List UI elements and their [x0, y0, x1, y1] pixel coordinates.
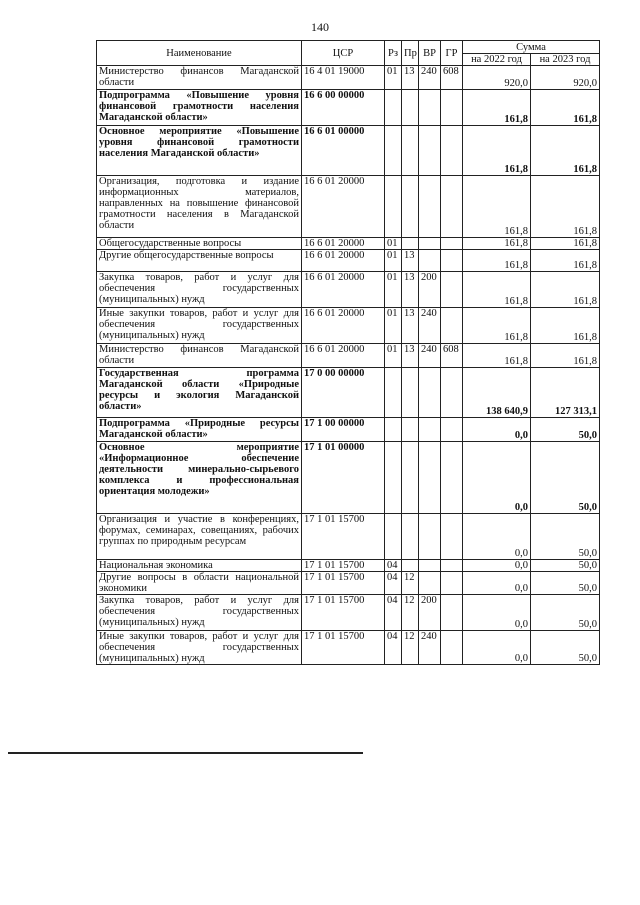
cell-y2022: 138 640,9 — [463, 368, 531, 418]
cell-gr — [441, 176, 463, 238]
table-row — [97, 272, 600, 308]
cell-csr: 17 1 01 15700 — [302, 595, 385, 631]
cell-gr — [441, 442, 463, 514]
cell-rz — [385, 126, 402, 176]
cell-pr — [402, 126, 419, 176]
cell-y2023: 127 313,1 — [531, 368, 600, 418]
cell-y2022: 0,0 — [463, 514, 531, 560]
cell-name: Общегосударственные вопросы — [97, 238, 302, 250]
cell-gr — [441, 250, 463, 272]
table-row — [97, 308, 600, 344]
cell-name: Другие вопросы в области национальной экономики — [97, 572, 302, 595]
cell-y2022: 0,0 — [463, 631, 531, 665]
table-row — [97, 595, 600, 631]
cell-rz: 01 — [385, 344, 402, 368]
page-number: 140 — [311, 20, 329, 34]
cell-name: Национальная экономика — [97, 560, 302, 572]
cell-name: Иные закупки товаров, работ и услуг для обеспечения государственных (муниципальных) нужд — [97, 631, 302, 665]
cell-name: Закупка товаров, работ и услуг для обеспечения государственных (муниципальных) нужд — [97, 595, 302, 631]
cell-name: Организация, подготовка и издание информационных материалов, направленных на повышение финансовой грамотности населения в Магаданской области — [97, 176, 302, 238]
cell-vr — [419, 176, 441, 238]
cell-gr — [441, 418, 463, 442]
cell-rz: 04 — [385, 560, 402, 572]
cell-y2023: 50,0 — [531, 442, 600, 514]
header-2023: на 2023 год — [531, 54, 600, 66]
cell-csr: 17 1 01 15700 — [302, 572, 385, 595]
cell-y2022: 0,0 — [463, 595, 531, 631]
cell-vr: 240 — [419, 308, 441, 344]
cell-pr — [402, 90, 419, 126]
header-rz: Рз — [385, 41, 402, 66]
table-row — [97, 631, 600, 665]
cell-y2023: 50,0 — [531, 514, 600, 560]
cell-csr: 16 6 01 20000 — [302, 238, 385, 250]
cell-csr: 16 6 01 20000 — [302, 272, 385, 308]
table-body — [97, 66, 600, 665]
cell-csr: 17 1 01 00000 — [302, 442, 385, 514]
cell-y2023: 161,8 — [531, 250, 600, 272]
cell-pr — [402, 238, 419, 250]
cell-vr — [419, 572, 441, 595]
cell-y2022: 161,8 — [463, 250, 531, 272]
header-sum: Сумма — [463, 41, 600, 54]
cell-vr: 240 — [419, 344, 441, 368]
cell-name: Министерство финансов Магаданской области — [97, 66, 302, 90]
cell-y2023: 920,0 — [531, 66, 600, 90]
table-row — [97, 90, 600, 126]
cell-vr: 200 — [419, 272, 441, 308]
cell-y2022: 161,8 — [463, 272, 531, 308]
table-row — [97, 176, 600, 238]
cell-rz: 01 — [385, 272, 402, 308]
cell-vr — [419, 442, 441, 514]
cell-pr — [402, 176, 419, 238]
cell-y2022: 0,0 — [463, 418, 531, 442]
cell-name: Государственная программа Магаданской области «Природные ресурсы и экология Магаданской области» — [97, 368, 302, 418]
cell-pr: 12 — [402, 572, 419, 595]
cell-y2022: 161,8 — [463, 308, 531, 344]
cell-pr — [402, 442, 419, 514]
cell-gr: 608 — [441, 66, 463, 90]
cell-vr: 200 — [419, 595, 441, 631]
table-row — [97, 418, 600, 442]
cell-rz: 04 — [385, 631, 402, 665]
cell-csr: 16 6 01 20000 — [302, 308, 385, 344]
cell-vr — [419, 250, 441, 272]
cell-name: Иные закупки товаров, работ и услуг для обеспечения государственных (муниципальных) нужд — [97, 308, 302, 344]
cell-rz: 04 — [385, 595, 402, 631]
cell-gr — [441, 90, 463, 126]
table-row — [97, 442, 600, 514]
cell-vr: 240 — [419, 631, 441, 665]
cell-y2023: 161,8 — [531, 126, 600, 176]
cell-rz: 04 — [385, 572, 402, 595]
header-name: Наименование — [97, 41, 302, 66]
cell-gr — [441, 631, 463, 665]
cell-csr: 16 6 00 00000 — [302, 90, 385, 126]
footer-rule — [8, 752, 363, 754]
cell-name: Закупка товаров, работ и услуг для обеспечения государственных (муниципальных) нужд — [97, 272, 302, 308]
table-row — [97, 66, 600, 90]
cell-rz — [385, 514, 402, 560]
cell-pr: 12 — [402, 631, 419, 665]
cell-name: Организация и участие в конференциях, форумах, семинарах, совещаниях, рабочих группах по природным ресурсам — [97, 514, 302, 560]
cell-gr — [441, 514, 463, 560]
cell-y2022: 161,8 — [463, 90, 531, 126]
cell-name: Подпрограмма «Природные ресурсы Магаданской области» — [97, 418, 302, 442]
cell-name: Министерство финансов Магаданской области — [97, 344, 302, 368]
cell-pr — [402, 368, 419, 418]
cell-csr: 16 6 01 00000 — [302, 126, 385, 176]
cell-rz — [385, 90, 402, 126]
cell-csr: 17 1 01 15700 — [302, 560, 385, 572]
cell-vr — [419, 418, 441, 442]
cell-vr — [419, 238, 441, 250]
cell-y2022: 161,8 — [463, 238, 531, 250]
cell-gr: 608 — [441, 344, 463, 368]
table-row — [97, 560, 600, 572]
cell-y2022: 161,8 — [463, 176, 531, 238]
cell-y2022: 0,0 — [463, 572, 531, 595]
cell-gr — [441, 560, 463, 572]
cell-pr: 13 — [402, 344, 419, 368]
cell-csr: 16 6 01 20000 — [302, 250, 385, 272]
cell-name: Подпрограмма «Повышение уровня финансовой грамотности населения Магаданской области» — [97, 90, 302, 126]
cell-y2023: 161,8 — [531, 90, 600, 126]
cell-y2023: 161,8 — [531, 176, 600, 238]
cell-csr: 17 1 01 15700 — [302, 631, 385, 665]
cell-gr — [441, 126, 463, 176]
cell-gr — [441, 238, 463, 250]
header-2022: на 2022 год — [463, 54, 531, 66]
cell-y2023: 50,0 — [531, 595, 600, 631]
cell-vr — [419, 560, 441, 572]
cell-pr — [402, 418, 419, 442]
cell-csr: 17 0 00 00000 — [302, 368, 385, 418]
cell-rz: 01 — [385, 250, 402, 272]
cell-csr: 16 6 01 20000 — [302, 344, 385, 368]
cell-rz: 01 — [385, 238, 402, 250]
cell-y2022: 920,0 — [463, 66, 531, 90]
table-row — [97, 126, 600, 176]
cell-vr: 240 — [419, 66, 441, 90]
cell-vr — [419, 368, 441, 418]
table-row — [97, 344, 600, 368]
cell-rz: 01 — [385, 66, 402, 90]
cell-vr — [419, 126, 441, 176]
header-pr: Пр — [402, 41, 419, 66]
cell-rz — [385, 176, 402, 238]
cell-gr — [441, 368, 463, 418]
table-row — [97, 250, 600, 272]
cell-csr: 16 6 01 20000 — [302, 176, 385, 238]
cell-pr: 13 — [402, 66, 419, 90]
cell-name: Основное мероприятие «Повышение уровня финансовой грамотности населения Магаданской области» — [97, 126, 302, 176]
header-csr: ЦСР — [302, 41, 385, 66]
cell-y2023: 161,8 — [531, 344, 600, 368]
cell-rz — [385, 442, 402, 514]
cell-y2023: 50,0 — [531, 631, 600, 665]
table-row — [97, 368, 600, 418]
header-vr: ВР — [419, 41, 441, 66]
cell-y2023: 50,0 — [531, 560, 600, 572]
cell-rz — [385, 418, 402, 442]
cell-pr: 12 — [402, 595, 419, 631]
cell-name: Основное мероприятие «Информационное обеспечение деятельности минерально-сырьевого комплекса и профессиональная ориентация молодежи» — [97, 442, 302, 514]
cell-rz: 01 — [385, 308, 402, 344]
cell-y2022: 0,0 — [463, 442, 531, 514]
cell-y2022: 0,0 — [463, 560, 531, 572]
cell-pr: 13 — [402, 308, 419, 344]
cell-vr — [419, 514, 441, 560]
cell-y2023: 50,0 — [531, 418, 600, 442]
header-gr: ГР — [441, 41, 463, 66]
cell-pr: 13 — [402, 272, 419, 308]
cell-gr — [441, 595, 463, 631]
cell-csr: 17 1 00 00000 — [302, 418, 385, 442]
cell-pr — [402, 560, 419, 572]
cell-vr — [419, 90, 441, 126]
cell-gr — [441, 272, 463, 308]
cell-rz — [385, 368, 402, 418]
cell-pr: 13 — [402, 250, 419, 272]
cell-csr: 17 1 01 15700 — [302, 514, 385, 560]
cell-y2023: 50,0 — [531, 572, 600, 595]
table-row — [97, 238, 600, 250]
cell-y2023: 161,8 — [531, 308, 600, 344]
cell-name: Другие общегосударственные вопросы — [97, 250, 302, 272]
table-row — [97, 514, 600, 560]
cell-y2023: 161,8 — [531, 238, 600, 250]
budget-table — [96, 40, 600, 665]
cell-y2023: 161,8 — [531, 272, 600, 308]
cell-gr — [441, 308, 463, 344]
table-row — [97, 572, 600, 595]
cell-y2022: 161,8 — [463, 126, 531, 176]
cell-pr — [402, 514, 419, 560]
cell-y2022: 161,8 — [463, 344, 531, 368]
cell-csr: 16 4 01 19000 — [302, 66, 385, 90]
cell-gr — [441, 572, 463, 595]
